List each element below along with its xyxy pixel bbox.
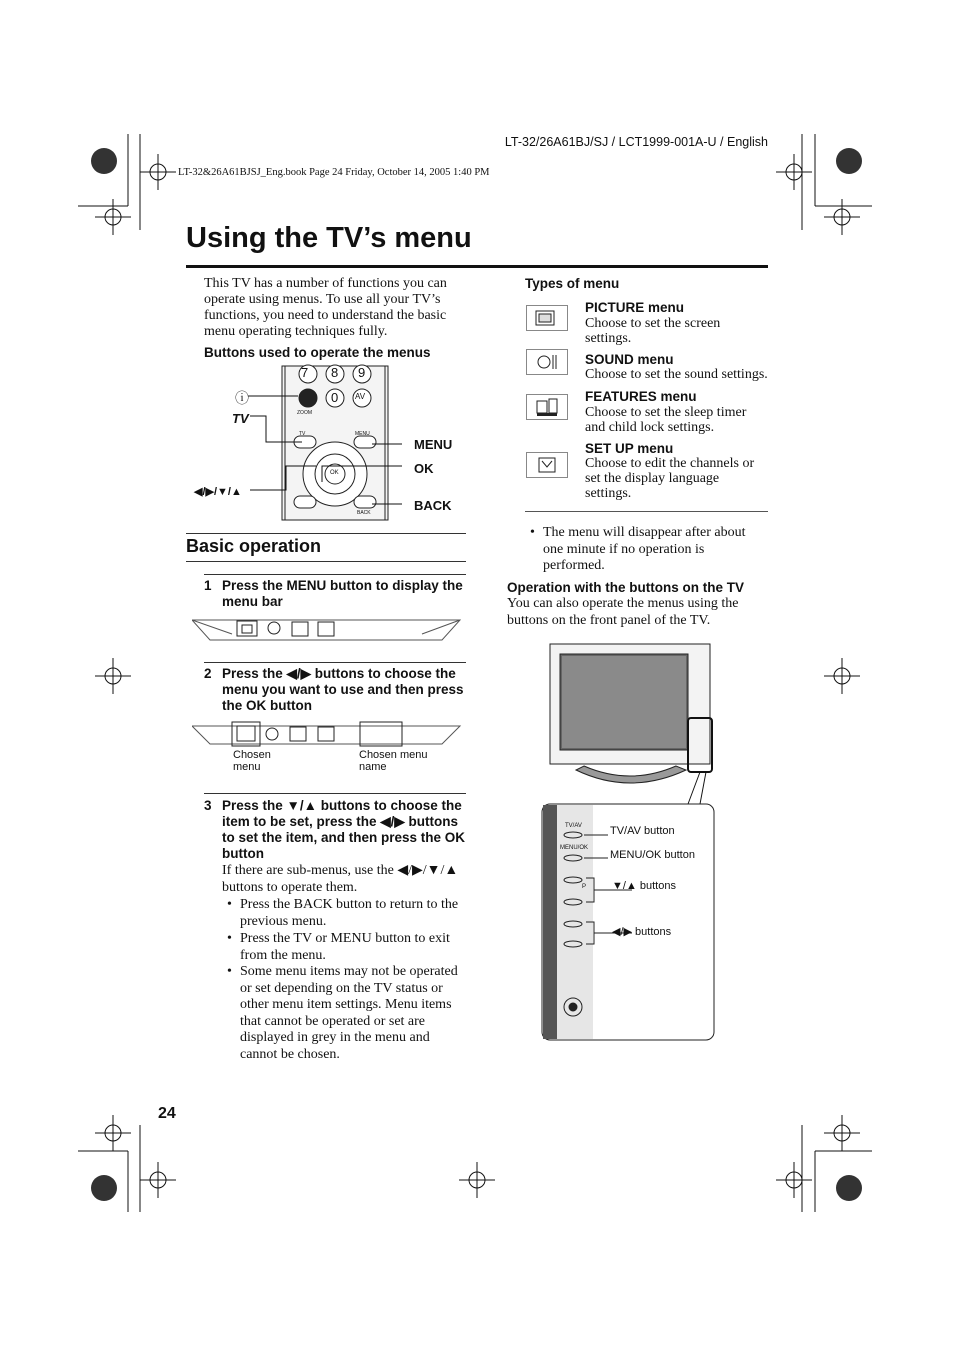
intro-paragraph: This TV has a number of functions you can operate using menus. To use all your TV’s functions, you need to understand the basic menu operating techniques fully. xyxy=(204,276,447,339)
features-menu-desc: Choose to set the sleep timer and child lock settings. xyxy=(585,405,747,435)
title-rule xyxy=(186,265,768,268)
setup-menu-title: SET UP menu xyxy=(585,441,674,456)
section-rule-top xyxy=(186,533,466,534)
step1-number: 1 xyxy=(204,578,212,593)
remote-key-9: 9 xyxy=(358,365,366,380)
leftright-buttons-label: ◀/▶ buttons xyxy=(612,926,672,938)
step3-rule xyxy=(204,793,466,794)
features-menu-icon xyxy=(526,394,568,420)
model-line: LT-32/26A61BJ/SJ / LCT1999-001A-U / English xyxy=(504,135,768,149)
bullet-dot: • xyxy=(227,931,232,946)
remote-label-menu: MENU xyxy=(414,437,453,452)
buttons-heading: Buttons used to operate the menus xyxy=(204,345,431,360)
info-icon: ⓘ xyxy=(235,390,249,406)
panel-menuok-text: MENU/OK xyxy=(560,845,589,851)
bullet-grey-items: Some menu items may not be operated or set depending on the TV status or other menu item settings. Menu items that cannot be operated or set are displayed in grey in the menu and cannot be chosen. xyxy=(240,964,458,1062)
menuok-button-label: MENU/OK button xyxy=(610,849,695,861)
remote-key-back: BACK xyxy=(357,510,371,516)
tv-buttons-body: You can also operate the menus using the buttons on the front panel of the TV. xyxy=(507,596,739,628)
remote-label-tv: TV xyxy=(232,411,249,426)
step2-rule xyxy=(204,662,466,663)
remote-key-7: 7 xyxy=(301,365,309,380)
types-heading: Types of menu xyxy=(525,276,620,291)
step3-text: Press the ▼/▲ buttons to choose the item to be set, press the ◀/▶ buttons to set the item, and then press the OK button xyxy=(222,798,466,861)
sound-menu-title: SOUND menu xyxy=(585,352,674,367)
step2-text: Press the ◀/▶ buttons to choose the menu you want to use and then press the OK button xyxy=(222,666,464,713)
remote-key-zoom: ZOOM xyxy=(297,410,312,416)
setup-menu-icon xyxy=(526,452,568,478)
page-title: Using the TV’s menu xyxy=(186,222,472,254)
basic-operation-heading: Basic operation xyxy=(186,536,322,556)
menu-bar-illustration-2 xyxy=(192,720,462,750)
remote-key-tv: TV xyxy=(299,431,306,437)
remote-label-arrows: ◀/▶/▼/▲ xyxy=(194,486,242,498)
remote-label-ok: OK xyxy=(414,461,434,476)
tvav-button-label: TV/AV button xyxy=(610,825,675,837)
types-rule xyxy=(525,511,768,512)
bullet-dot: • xyxy=(530,525,535,540)
tv-illustration xyxy=(540,640,720,1042)
remote-key-av: AV xyxy=(355,392,366,401)
sound-menu-icon xyxy=(526,349,568,375)
menu-timeout-note: The menu will disappear after about one minute if no operation is performed. xyxy=(543,525,746,573)
features-menu-title: FEATURES menu xyxy=(585,389,697,404)
step1-rule xyxy=(204,574,466,575)
step2-number: 2 xyxy=(204,666,212,681)
bullet-dot: • xyxy=(227,964,232,979)
updown-buttons-label: ▼/▲ buttons xyxy=(612,880,676,892)
sound-menu-desc: Choose to set the sound settings. xyxy=(585,367,768,382)
remote-label-back: BACK xyxy=(414,498,452,513)
remote-key-ok: OK xyxy=(330,470,339,476)
book-line: LT-32&26A61BJSJ_Eng.book Page 24 Friday, October 14, 2005 1:40 PM xyxy=(178,167,490,178)
remote-key-menu: MENU xyxy=(355,431,370,437)
setup-menu-desc: Choose to edit the channels or set the display language settings. xyxy=(585,456,755,501)
bullet-dot: • xyxy=(227,897,232,912)
remote-key-8: 8 xyxy=(331,365,339,380)
step3-number: 3 xyxy=(204,798,212,813)
bullet-exit: Press the TV or MENU button to exit from the menu. xyxy=(240,931,450,963)
picture-menu-icon xyxy=(526,305,568,331)
picture-menu-title: PICTURE menu xyxy=(585,300,685,315)
chosen-menu-name-label: Chosen menu name xyxy=(359,749,428,773)
remote-key-0: 0 xyxy=(331,390,339,405)
picture-menu-desc: Choose to set the screen settings. xyxy=(585,316,721,346)
tv-buttons-heading: Operation with the buttons on the TV xyxy=(507,580,744,595)
chosen-menu-label: Chosen menu xyxy=(233,749,271,773)
step3-body: If there are sub-menus, use the ◀/▶/▼/▲ buttons to operate them. xyxy=(222,863,459,895)
panel-p-text: P xyxy=(582,884,587,890)
section-rule-bottom xyxy=(186,561,466,562)
bullet-back: Press the BACK button to return to the previous menu. xyxy=(240,897,459,929)
step1-text: Press the MENU button to display the menu bar xyxy=(222,578,463,609)
panel-tvav-text: TV/AV xyxy=(565,823,582,829)
menu-bar-illustration-1 xyxy=(192,616,462,642)
page-number: 24 xyxy=(158,1105,176,1122)
